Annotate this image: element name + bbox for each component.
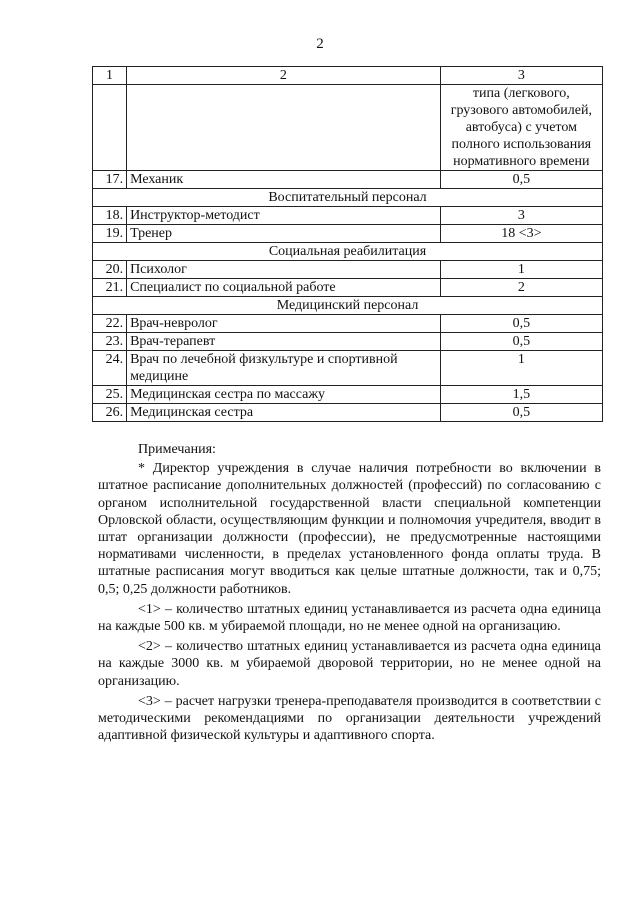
table-row [93,351,603,386]
table-row [93,225,603,243]
row-number: 22. [93,315,127,333]
table-row-continued [93,85,603,171]
section-title: Воспитательный персонал [93,189,603,207]
row-number: 25. [93,386,127,404]
row-name: Врач-невролог [127,315,441,333]
notes [98,441,601,744]
note-asterisk: * Директор учреждения в случае наличия потребности во включении в штатное расписание дополнительных должностей (профессий) по согласованию с органом исполнительной государственной власти специальной компетенции Орловской области, осуществляющим функции и полномочия учредителя, вводит в штат организации должности (профессии), не предусмотренные настоящими нормативами численности, в пределах установленного фонда оплаты труда. В штатные расписания могут вводиться как целые штатные должности, так и 0,75; 0,5; 0,25 должности работников. [98,461,601,597]
row-name: Врач по лечебной физкультуре и спортивной медицине [127,351,441,386]
table-row [93,171,603,189]
row-name: Медицинская сестра [127,404,441,422]
row-number: 23. [93,333,127,351]
staffing-table [92,66,603,422]
table-row [93,386,603,404]
row-number: 26. [93,404,127,422]
section-row [93,189,603,207]
row-quantity: 1,5 [440,386,602,404]
row-name: Медицинская сестра по массажу [127,386,441,404]
section-title: Медицинский персонал [93,297,603,315]
table-row [93,261,603,279]
notes-title: Примечания: [138,442,216,457]
section-title: Социальная реабилитация [93,243,603,261]
header-col-3: 3 [440,67,602,85]
note-1: <1> – количество штатных единиц устанавливается из расчета одна единица на каждые 500 кв. м убираемой площади, но не менее одной на организацию. [98,601,601,635]
header-col-2: 2 [127,67,441,85]
row-quantity: 0,5 [440,333,602,351]
header-col-1: 1 [93,67,127,85]
section-row [93,243,603,261]
page-number: 2 [316,36,324,52]
row-name: Механик [127,171,441,189]
row-name: Психолог [127,261,441,279]
note-2: <2> – количество штатных единиц устанавливается из расчета одна единица на каждые 3000 кв. м убираемой дворовой территории, но не менее одной на организацию. [98,639,601,689]
row-name: Специалист по социальной работе [127,279,441,297]
table-row [93,404,603,422]
table-row [93,207,603,225]
row-quantity: 1 [440,261,602,279]
table-row [93,315,603,333]
row-number: 20. [93,261,127,279]
row-quantity: 3 [440,207,602,225]
row-number: 24. [93,351,127,386]
row-quantity: 2 [440,279,602,297]
row-quantity: 0,5 [440,404,602,422]
row-quantity: 0,5 [440,315,602,333]
row-number: 18. [93,207,127,225]
section-row [93,297,603,315]
continued-cell: типа (легкового, грузового автомобилей, автобуса) с учетом полного использования нормативного времени [440,85,602,171]
row-name [127,85,441,171]
row-name: Врач-терапевт [127,333,441,351]
table-header-row [93,67,603,85]
note-3: <3> – расчет нагрузки тренера-преподавателя производится в соответствии с методическими рекомендациями по организации деятельности учреждений адаптивной физической культуры и адаптивного спорта. [98,693,601,744]
row-number: 21. [93,279,127,297]
row-name: Инструктор-методист [127,207,441,225]
row-quantity: 1 [440,351,602,386]
table-row [93,333,603,351]
row-number: 17. [93,171,127,189]
row-number: 19. [93,225,127,243]
table-row [93,279,603,297]
row-name: Тренер [127,225,441,243]
row-quantity: 0,5 [440,171,602,189]
row-number [93,85,127,171]
row-quantity: 18 <3> [440,225,602,243]
